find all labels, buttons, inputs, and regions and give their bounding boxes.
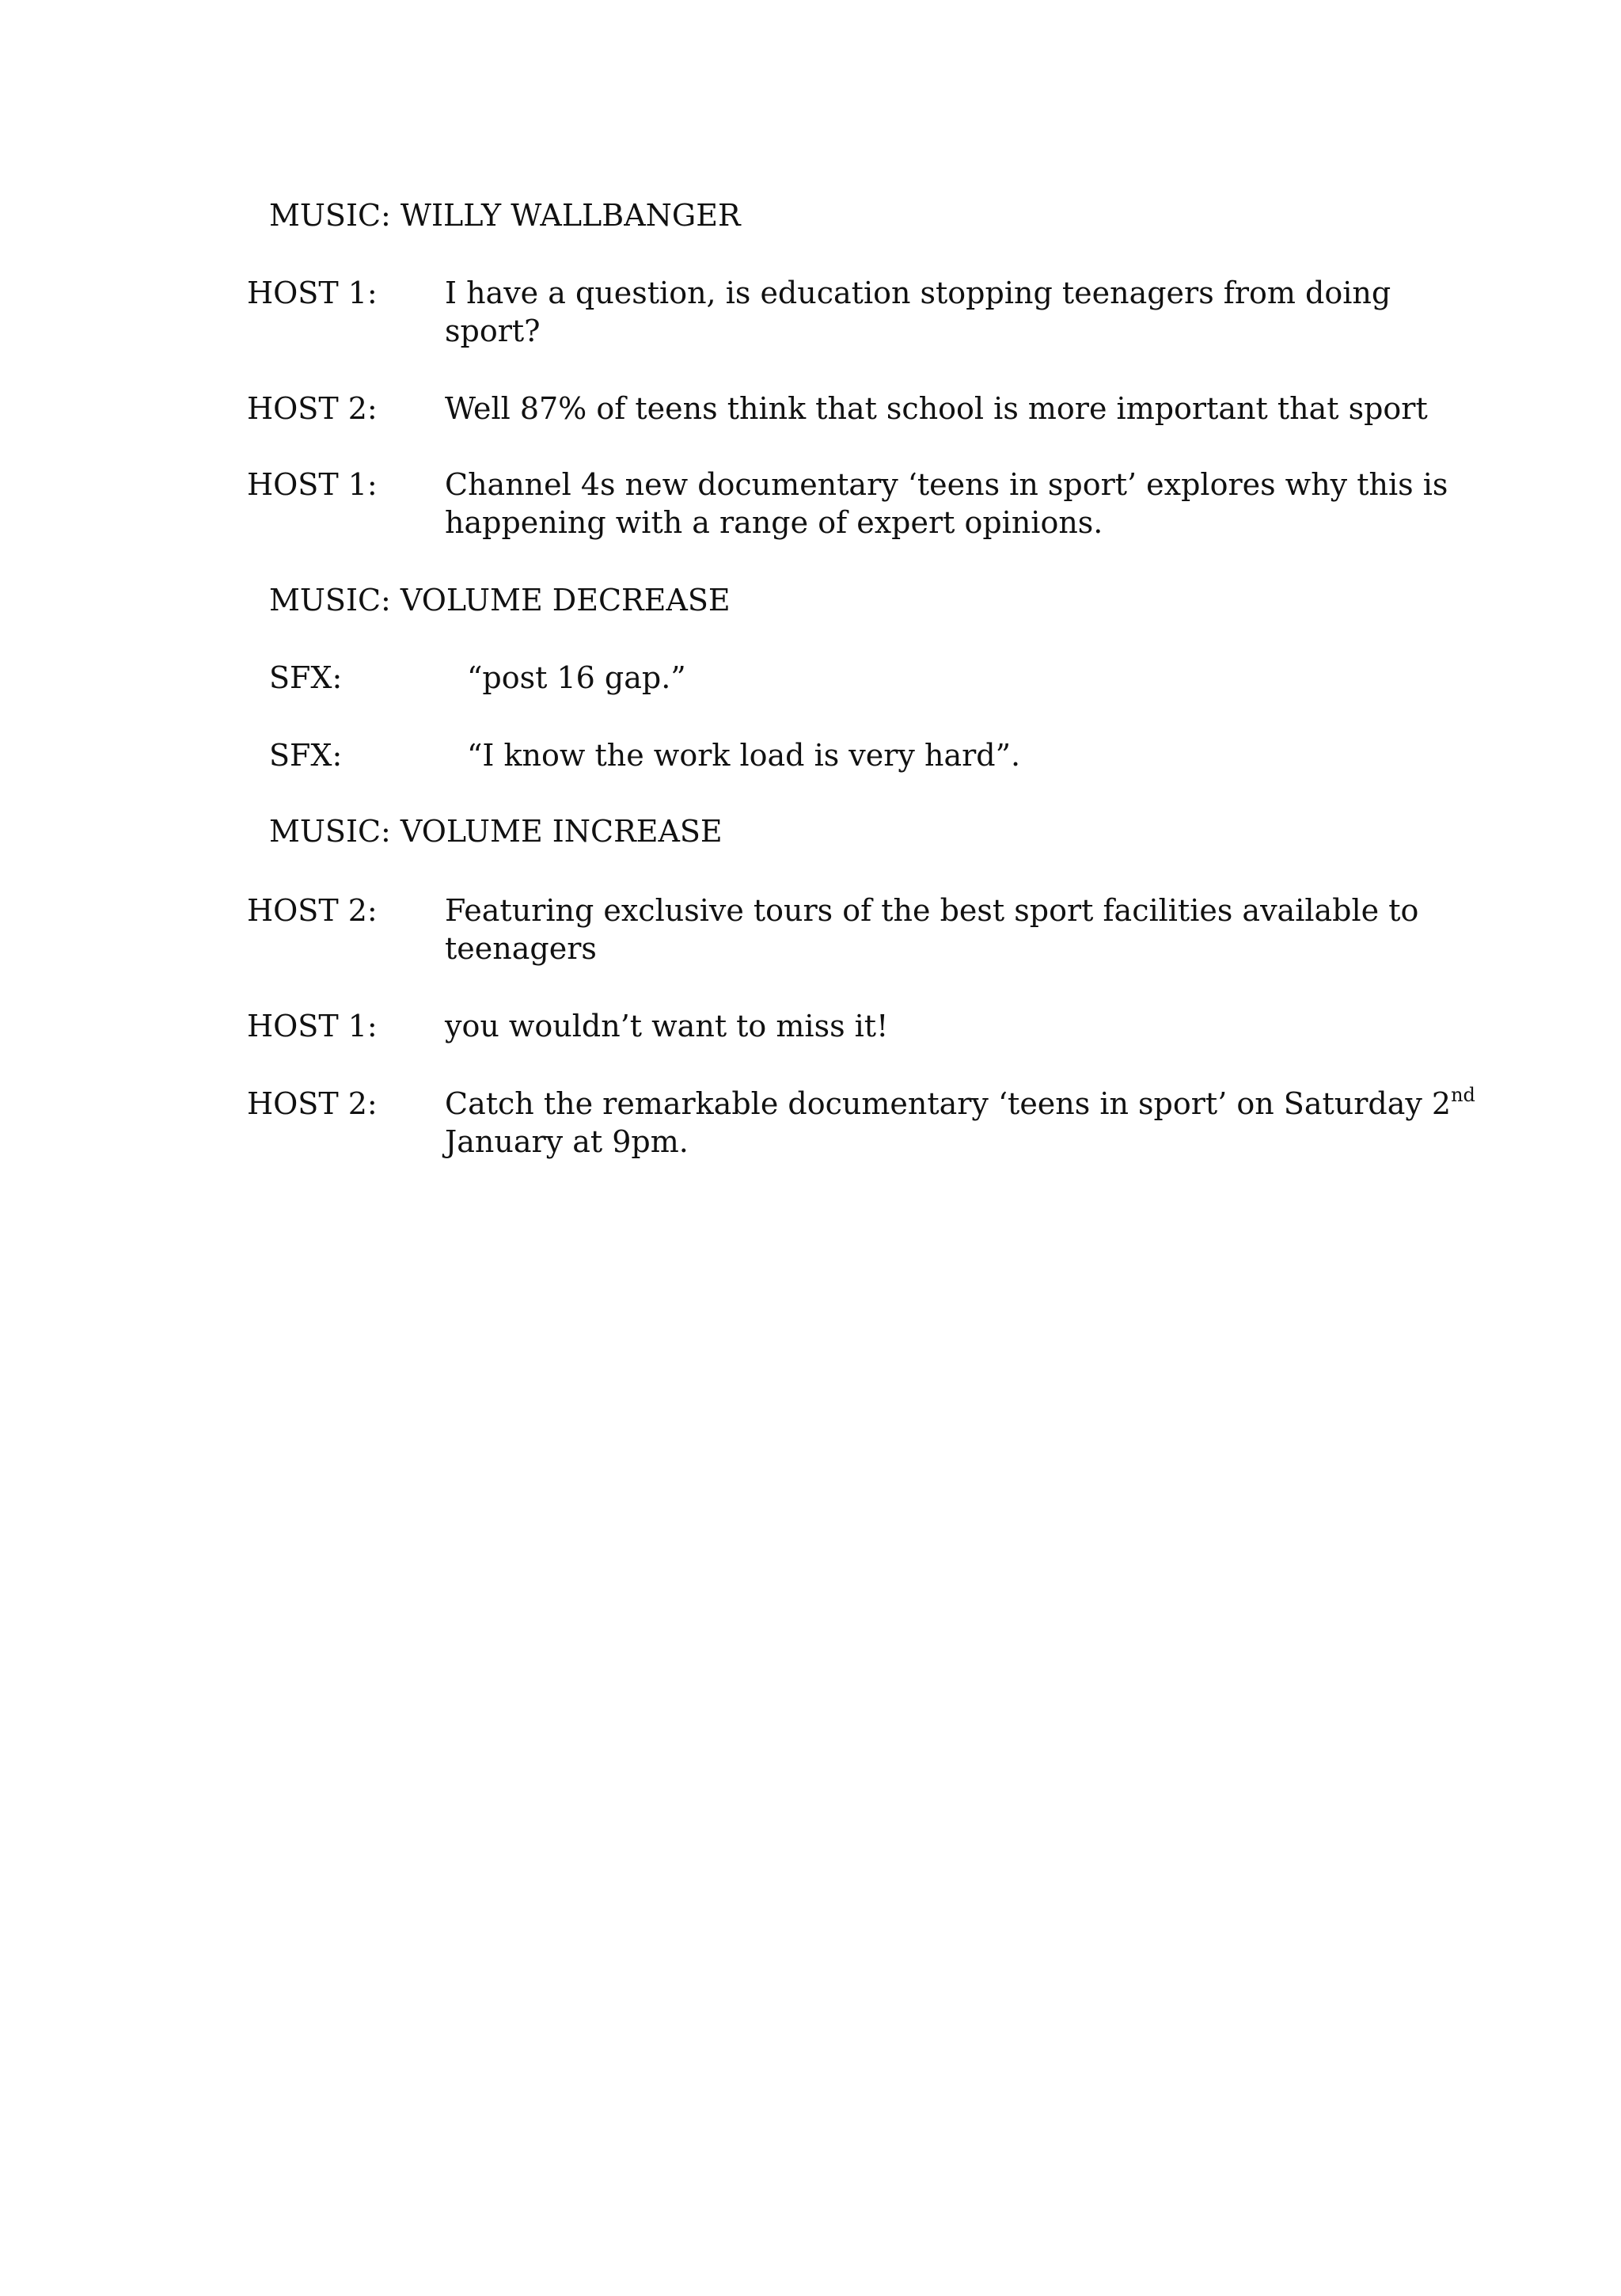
sfx-text-post-16-gap: “post 16 gap.” (467, 660, 686, 695)
speaker-host-2: HOST 2: (247, 1086, 378, 1121)
dialogue-line: happening with a range of expert opinions. (445, 505, 1103, 540)
speaker-host-2: HOST 2: (247, 391, 378, 426)
dialogue-line: sport? (445, 314, 541, 348)
dialogue-line: Channel 4s new documentary ‘teens in sport’ explores why this is (445, 467, 1448, 502)
dialogue-host-2-statistic (445, 390, 1616, 428)
dialogue-host-1-question (445, 274, 1616, 350)
dialogue-line: Well 87% of teens think that school is more important that sport (445, 391, 1428, 426)
dialogue-host-2-facilities (445, 891, 1616, 967)
speaker-host-2: HOST 2: (247, 893, 378, 928)
music-cue-volume-decrease: MUSIC: VOLUME DECREASE (269, 583, 731, 618)
music-cue-volume-increase: MUSIC: VOLUME INCREASE (269, 814, 723, 849)
dialogue-line: you wouldn’t want to miss it! (445, 1009, 889, 1043)
sfx-label: SFX: (269, 660, 343, 695)
dialogue-line (445, 1085, 1616, 1123)
dialogue-line: Featuring exclusive tours of the best sport facilities available to (445, 893, 1419, 928)
speaker-host-1: HOST 1: (247, 276, 378, 310)
dialogue-host-2-broadcast-time (445, 1085, 1616, 1161)
dialogue-host-1-documentary (445, 466, 1616, 542)
dialogue-line: teenagers (445, 931, 597, 966)
speaker-host-1: HOST 1: (247, 467, 378, 502)
dialogue-line: January at 9pm. (445, 1124, 689, 1159)
sfx-text-work-load: “I know the work load is very hard”. (467, 738, 1021, 773)
music-cue-willy-wallbanger: MUSIC: WILLY WALLBANGER (269, 198, 741, 233)
dialogue-host-1-miss-it (445, 1007, 1616, 1045)
sfx-label: SFX: (269, 738, 343, 773)
speaker-host-1: HOST 1: (247, 1009, 378, 1043)
dialogue-line-main: Catch the remarkable documentary ‘teens in sport’ on Saturday 2 (445, 1086, 1452, 1121)
dialogue-line: I have a question, is education stopping teenagers from doing (445, 276, 1391, 310)
ordinal-suffix: nd (1451, 1084, 1475, 1106)
